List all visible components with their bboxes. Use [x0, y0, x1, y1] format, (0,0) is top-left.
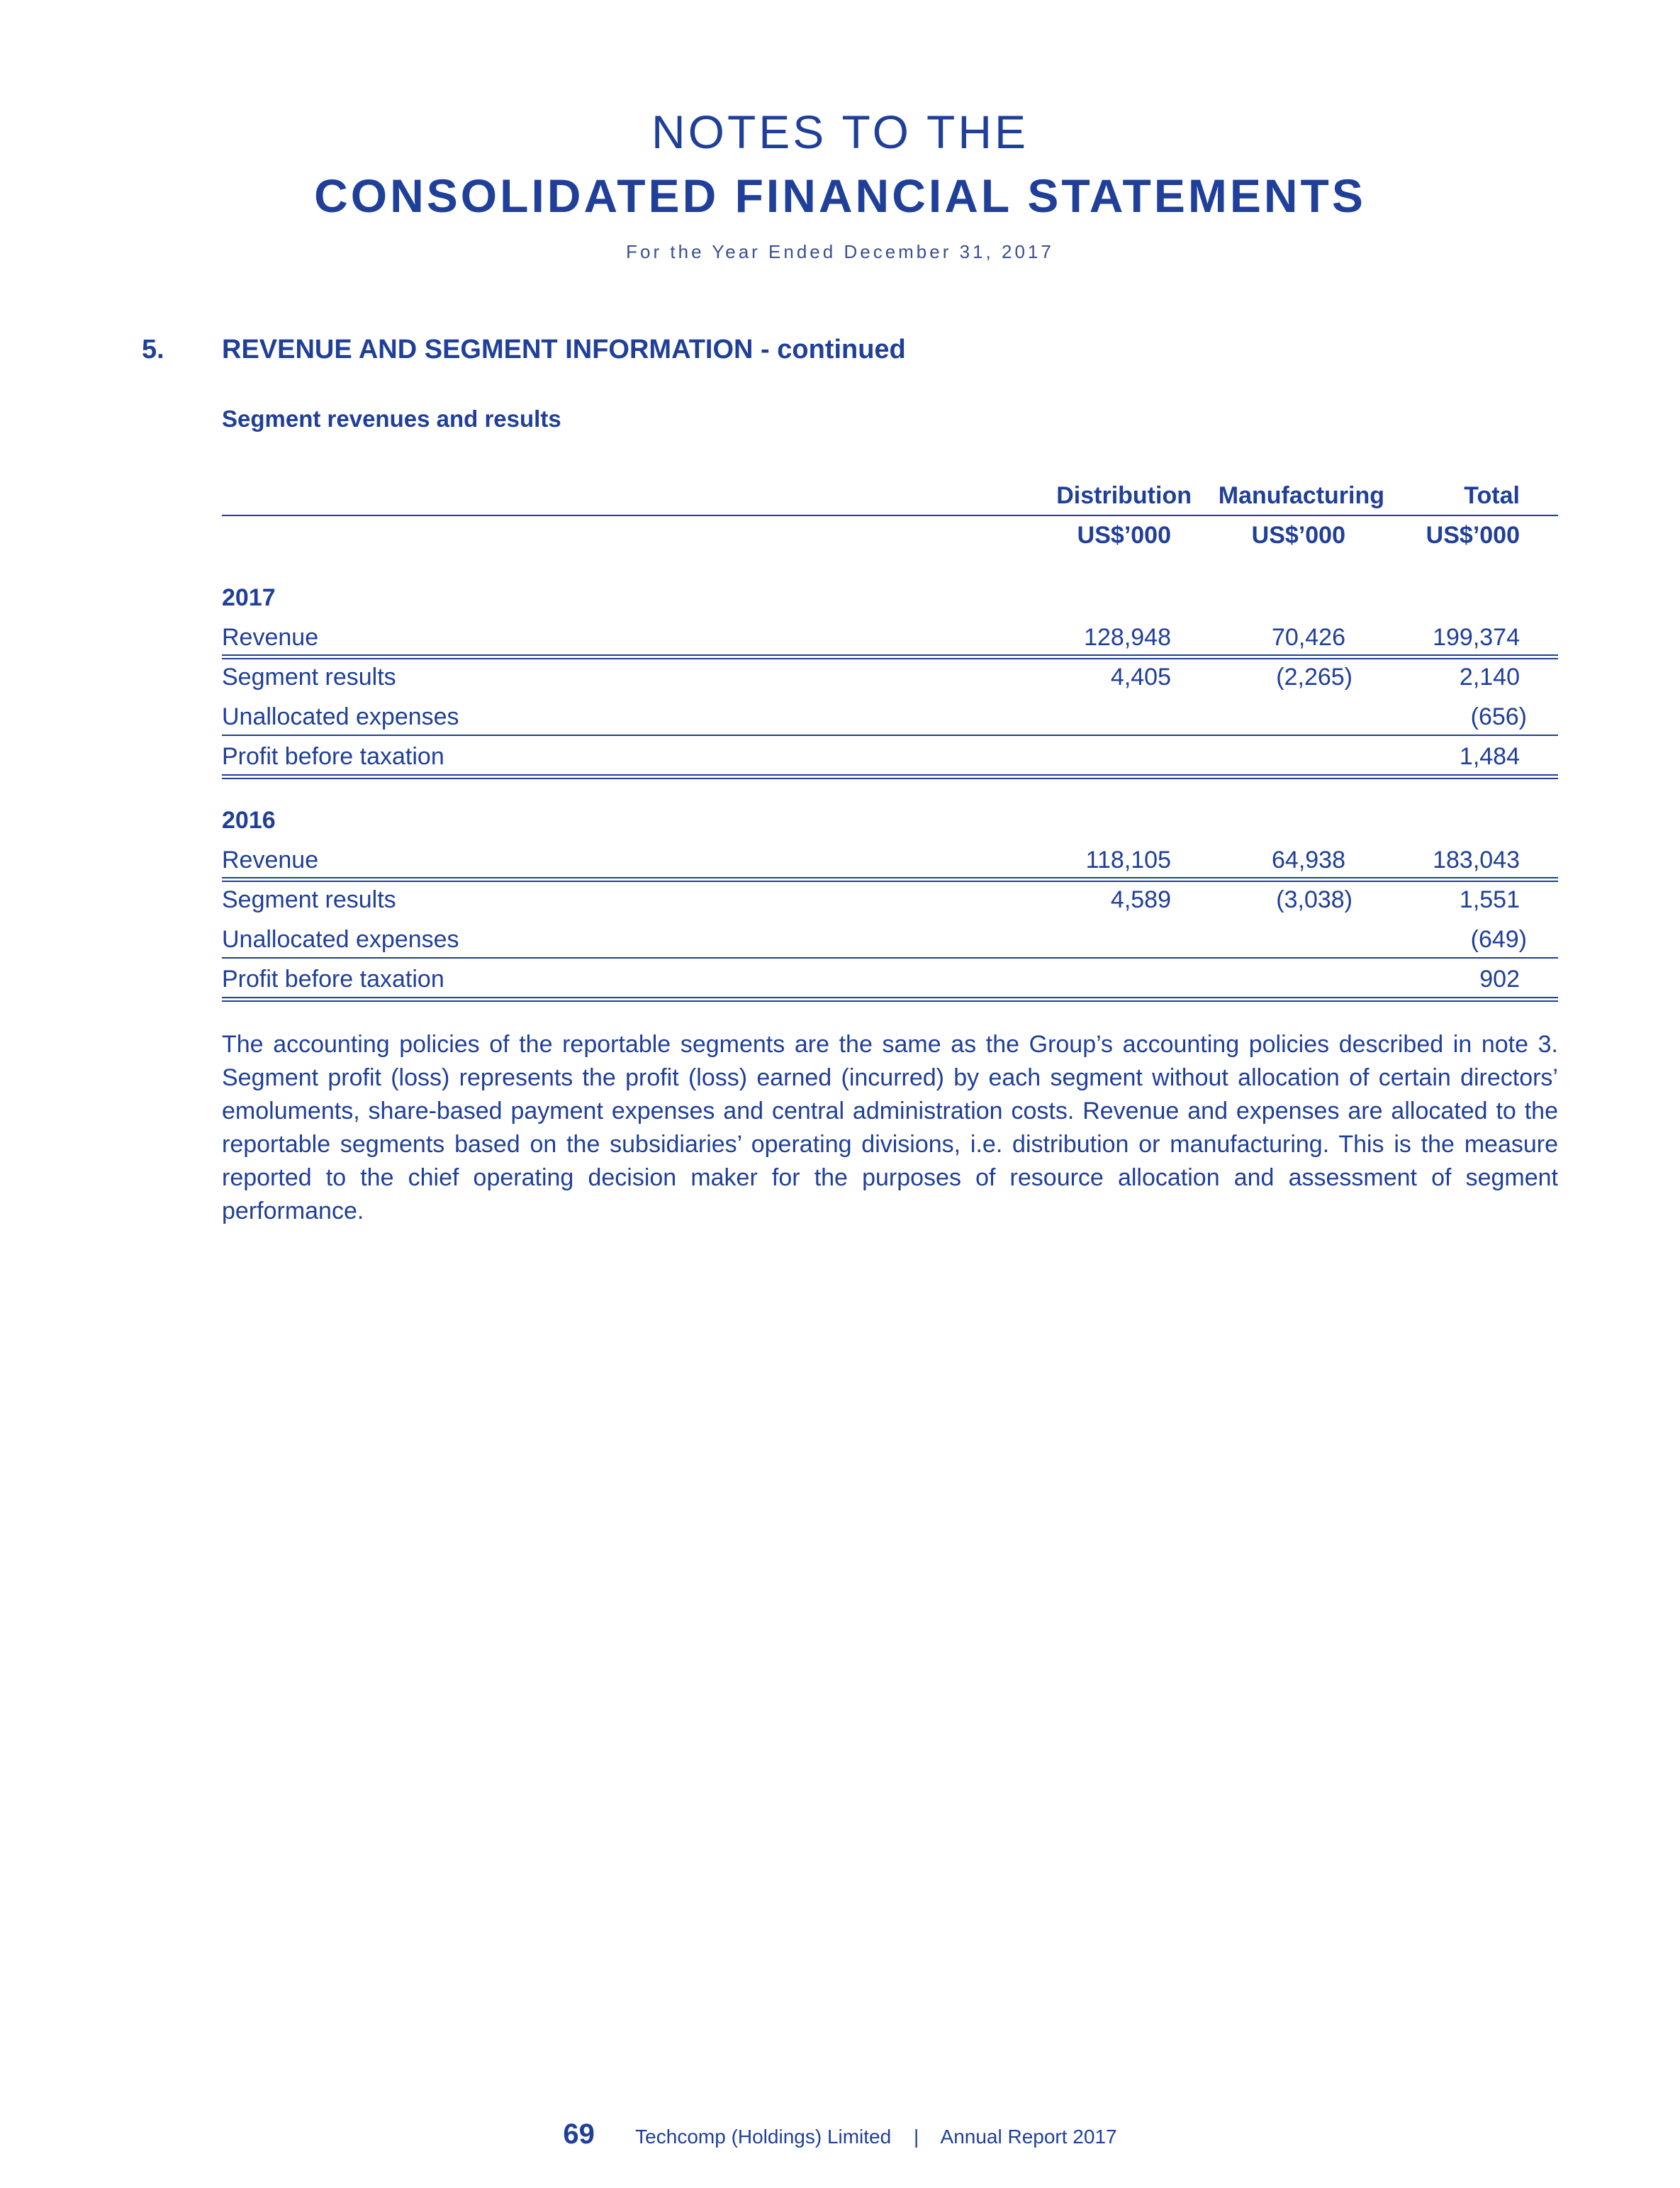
header-title-line2: CONSOLIDATED FINANCIAL STATEMENTS — [314, 169, 1366, 222]
footer-company: Techcomp (Holdings) Limited — [635, 2126, 892, 2148]
cell-distribution: 4,405 — [1110, 664, 1171, 691]
row-label: Unallocated expenses — [222, 703, 459, 730]
col-header-distribution: Distribution — [1056, 482, 1192, 509]
header-title-line1: NOTES TO THE — [651, 106, 1029, 158]
cell-total: 183,043 — [1433, 847, 1520, 873]
cell-distribution: 4,589 — [1110, 886, 1171, 913]
cell-total: (656) — [1470, 703, 1527, 730]
header-rule — [222, 515, 1558, 516]
double-rule — [222, 654, 1558, 659]
footer-report: Annual Report 2017 — [940, 2126, 1117, 2148]
header-period: For the Year Ended December 31, 2017 — [626, 241, 1054, 262]
single-rule — [222, 735, 1558, 736]
year-heading-2016: 2016 — [222, 807, 276, 834]
row-label: Revenue — [222, 847, 319, 873]
row-label: Segment results — [222, 886, 396, 913]
cell-distribution: 118,105 — [1085, 847, 1171, 873]
col-unit-distribution: US$’000 — [1077, 522, 1171, 549]
double-rule — [222, 997, 1558, 1002]
cell-total: (649) — [1470, 926, 1527, 953]
section-title: REVENUE AND SEGMENT INFORMATION - continued — [222, 335, 906, 364]
cell-total: 1,551 — [1459, 886, 1520, 913]
cell-distribution: 128,948 — [1084, 624, 1171, 651]
section-number: 5. — [142, 335, 164, 364]
cell-manufacturing: (2,265) — [1276, 664, 1353, 691]
cell-manufacturing: 64,938 — [1272, 847, 1345, 873]
cell-manufacturing: (3,038) — [1276, 886, 1353, 913]
footer-separator: | — [914, 2126, 919, 2148]
double-rule — [222, 877, 1558, 882]
row-label: Profit before taxation — [222, 966, 444, 993]
row-label: Segment results — [222, 664, 396, 691]
cell-total: 902 — [1479, 966, 1520, 993]
col-header-manufacturing: Manufacturing — [1218, 482, 1384, 509]
col-unit-total: US$’000 — [1426, 522, 1520, 549]
cell-total: 1,484 — [1459, 743, 1520, 770]
year-heading-2017: 2017 — [222, 584, 276, 611]
page-number: 69 — [563, 2119, 595, 2150]
explanatory-paragraph: The accounting policies of the reportable segments are the same as the Group’s accounting policies described in note 3. Segment profit (loss) represents the profit (loss) earned (incurred) by each segment without allocation of certain directors’ emoluments, share-based payment expenses and central administration costs. Revenue and expenses are allocated to the reportable segments based on the subsidiaries’ operating divisions, i.e. distribution or manufacturing. This is the measure reported to the chief operating decision maker for the purposes of resource allocation and assessment of segment performance. — [222, 1031, 1558, 1224]
page-footer — [0, 2119, 1680, 2150]
cell-manufacturing: 70,426 — [1272, 624, 1345, 651]
section-subtitle: Segment revenues and results — [222, 406, 561, 432]
double-rule — [222, 774, 1558, 779]
col-unit-manufacturing: US$’000 — [1251, 522, 1345, 549]
col-header-total: Total — [1464, 482, 1520, 509]
row-label: Revenue — [222, 624, 319, 651]
cell-total: 2,140 — [1459, 664, 1520, 691]
row-label: Profit before taxation — [222, 743, 444, 770]
row-label: Unallocated expenses — [222, 926, 459, 953]
cell-total: 199,374 — [1433, 624, 1520, 651]
single-rule — [222, 957, 1558, 959]
